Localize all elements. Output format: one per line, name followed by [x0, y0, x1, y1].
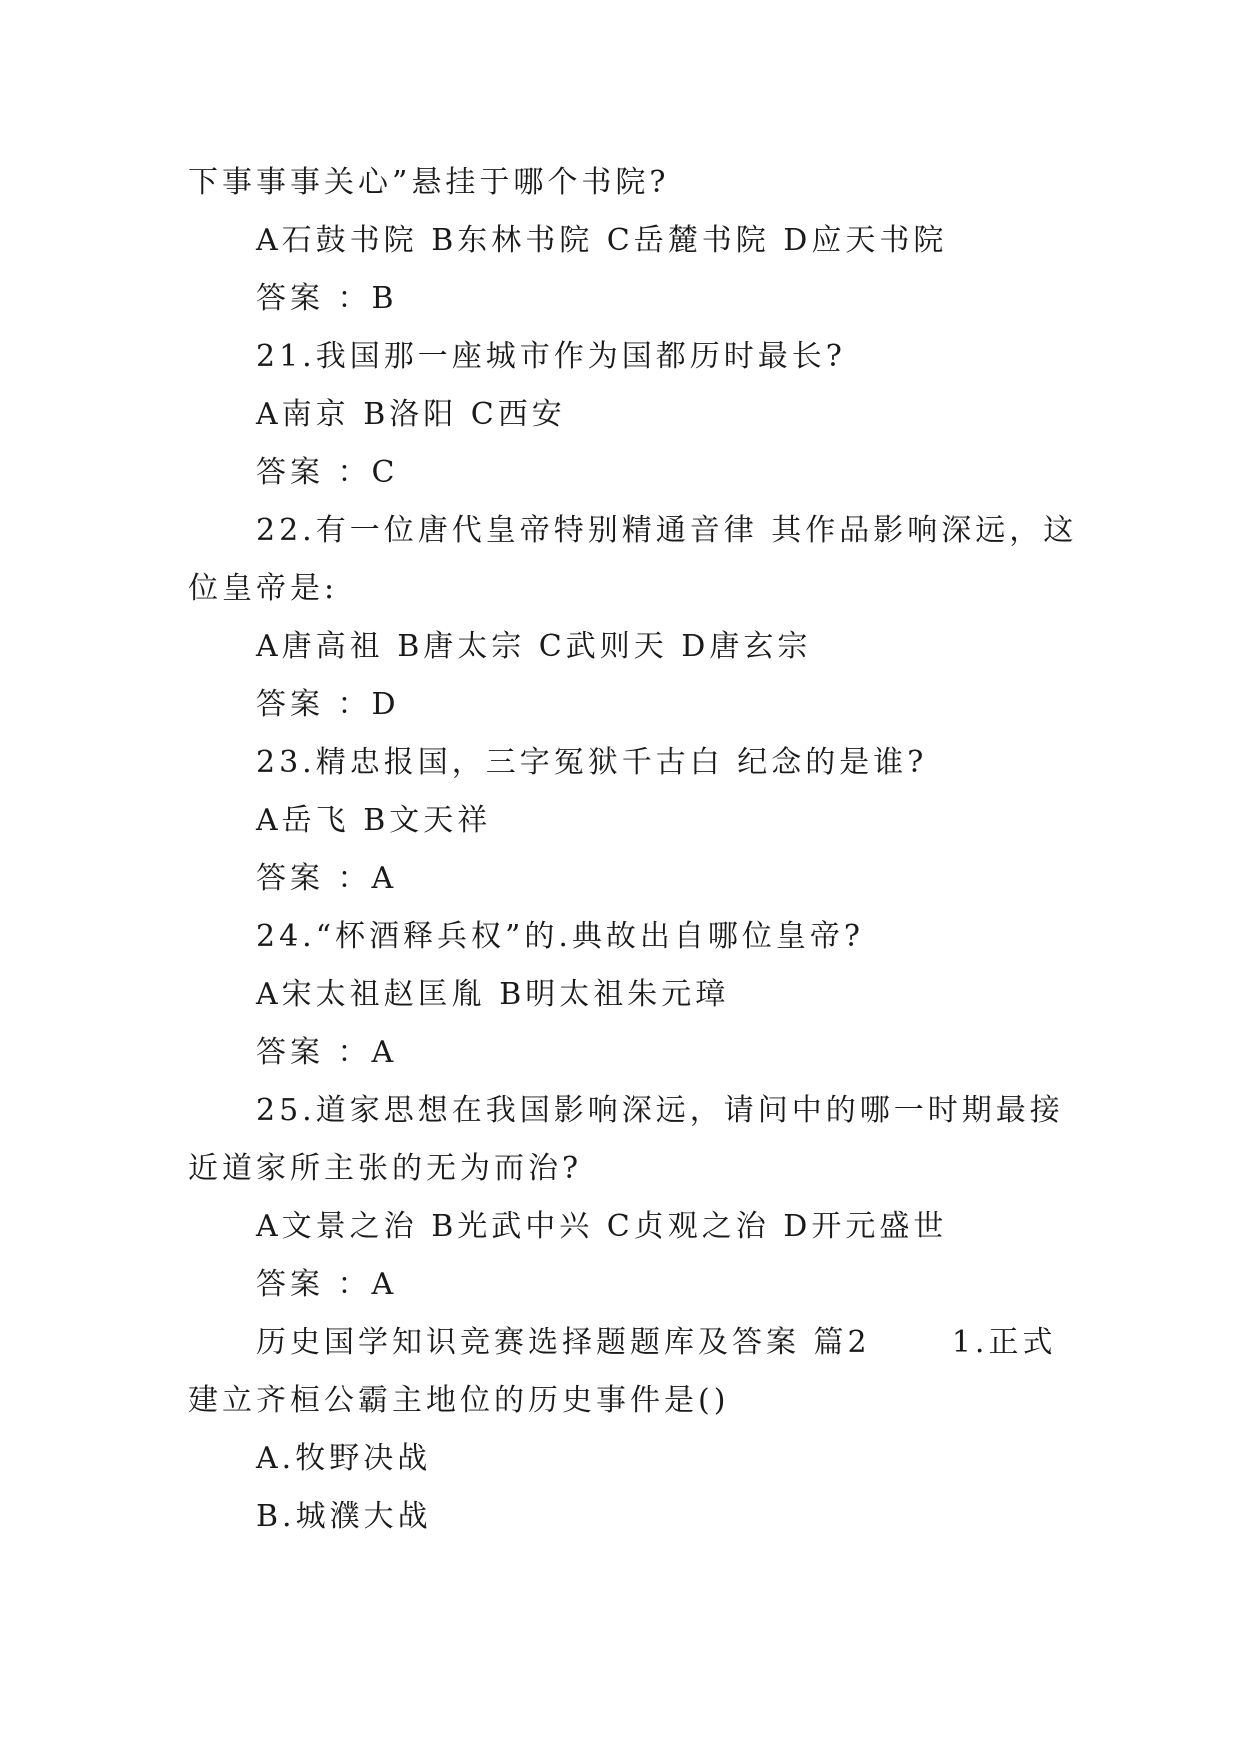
text-line: 答案 ：A: [256, 1035, 398, 1070]
text-line: 24.“杯酒释兵权”的.典故出自哪位皇帝?: [256, 919, 865, 954]
text-line: 位皇帝是:: [188, 571, 339, 606]
text-line: A南京 B洛阳 C西安: [256, 397, 566, 432]
text-line: 近道家所主张的无为而治?: [188, 1151, 583, 1186]
text-line: 答案 ：A: [256, 1267, 398, 1302]
text-line: 23.精忠报国，三字冤狱千古白 纪念的是谁?: [256, 745, 928, 780]
text-line: A文景之治 B光武中兴 C贞观之治 D开元盛世: [256, 1209, 948, 1244]
text-line: B.城濮大战: [256, 1499, 432, 1534]
text-line: A岳飞 B文天祥: [256, 803, 492, 838]
text-line: 历史国学知识竞赛选择题题库及答案 篇2 1.正式: [256, 1325, 1057, 1360]
text-line: 22.有一位唐代皇帝特别精通音律 其作品影响深远，这: [256, 513, 1078, 548]
text-line: 答案 ：B: [256, 281, 398, 316]
text-line: A宋太祖赵匡胤 B明太祖朱元璋: [256, 977, 730, 1012]
text-line: A石鼓书院 B东林书院 C岳麓书院 D应天书院: [256, 223, 948, 258]
text-line: A唐高祖 B唐太宗 C武则天 D唐玄宗: [256, 629, 812, 664]
text-line: 25.道家思想在我国影响深远，请问中的哪一时期最接: [256, 1093, 1064, 1128]
text-line: 21.我国那一座城市作为国都历时最长?: [256, 339, 846, 374]
text-line: 答案 ：C: [256, 455, 399, 490]
text-line: 答案 ：A: [256, 861, 398, 896]
text-line: 建立齐桓公霸主地位的历史事件是(): [188, 1383, 730, 1418]
text-line: 答案 ：D: [256, 687, 400, 722]
text-line: A.牧野决战: [256, 1441, 432, 1476]
text-line: 下事事事关心”悬挂于哪个书院?: [188, 165, 670, 200]
